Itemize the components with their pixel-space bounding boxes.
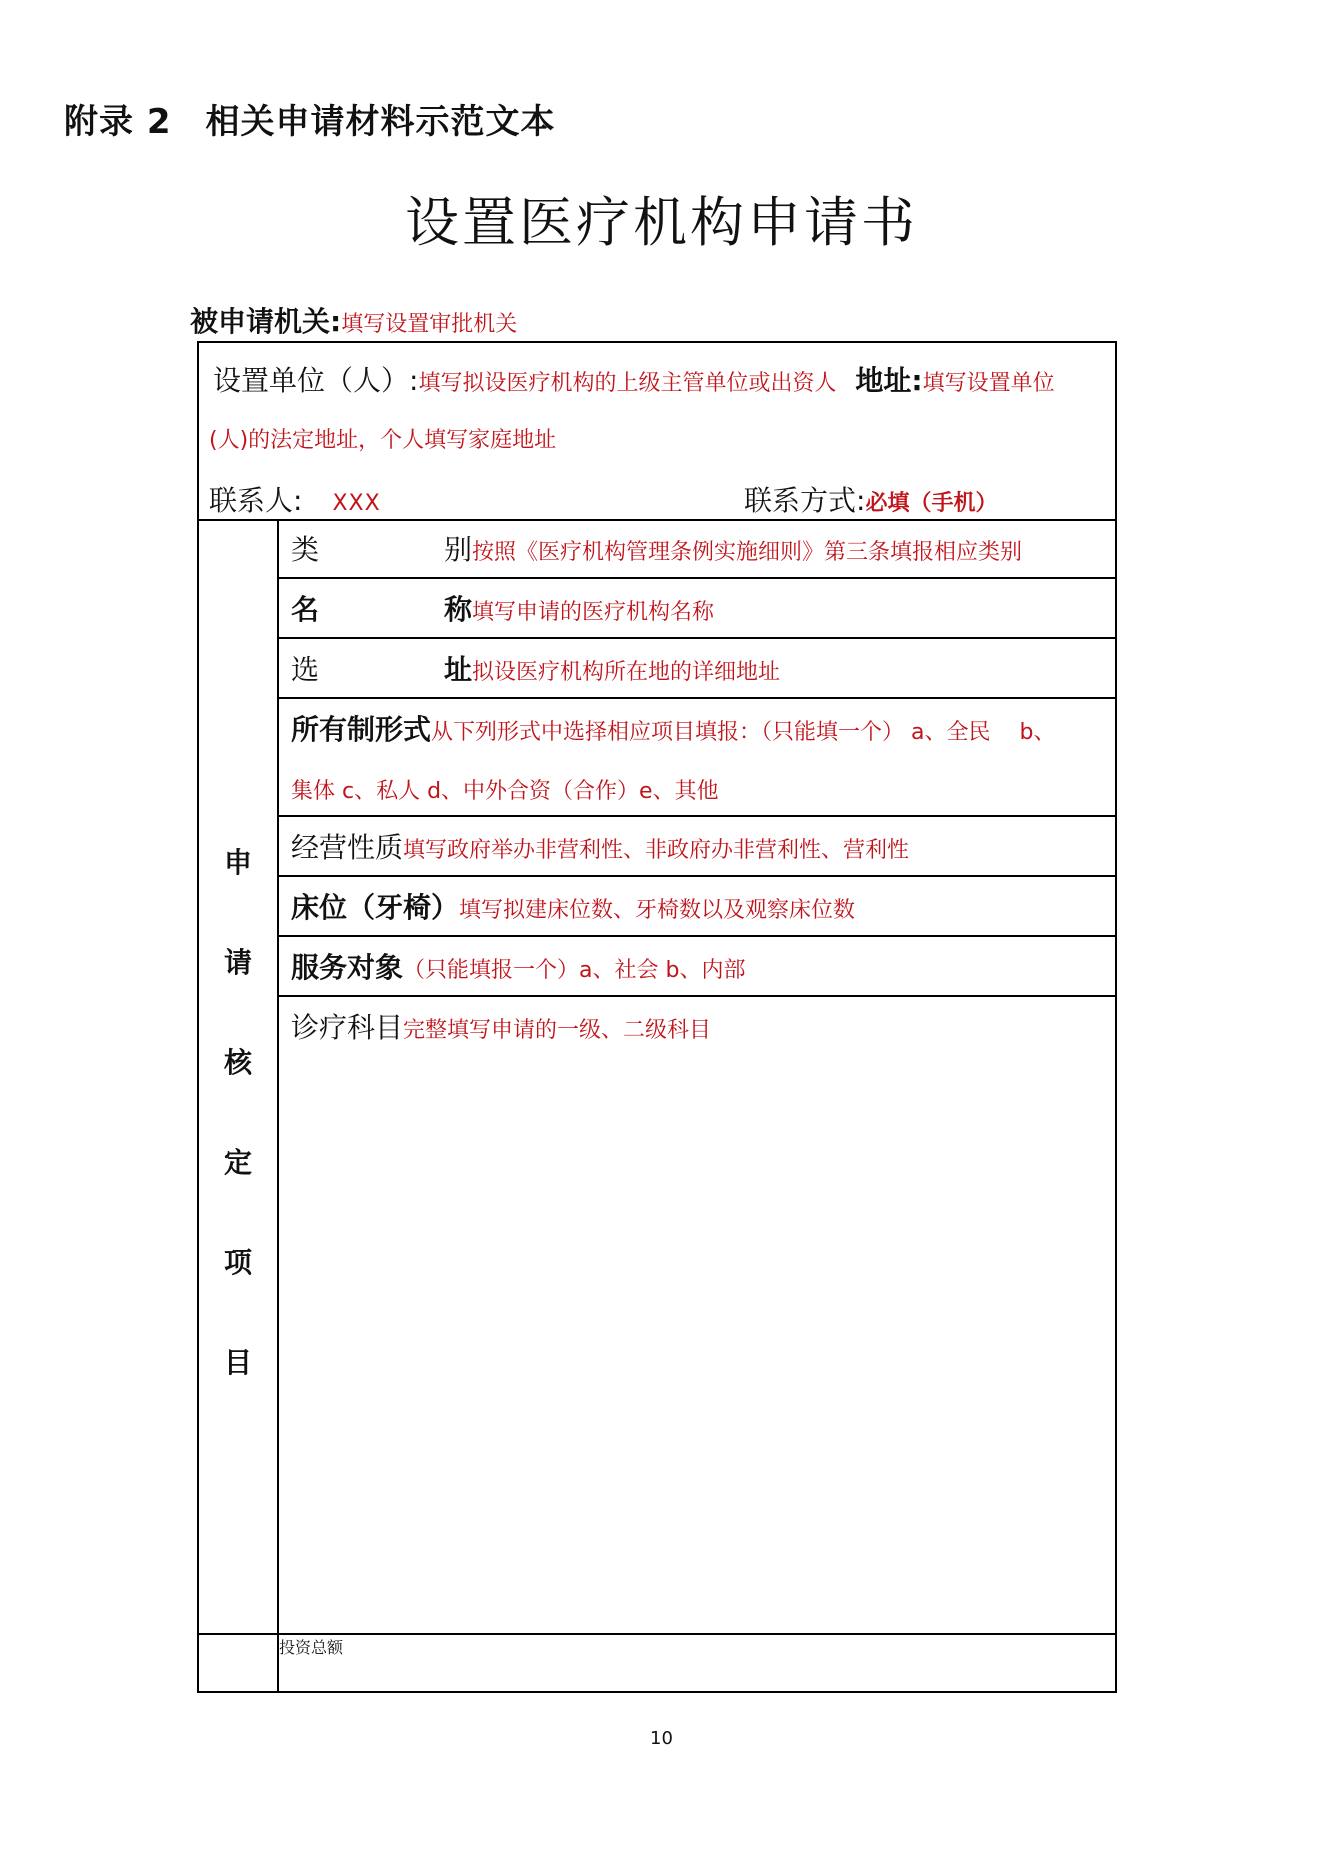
- appendix-label: 附录 2: [64, 102, 172, 142]
- section-char: 定: [223, 1146, 252, 1179]
- investment-blank-cell: [199, 1633, 279, 1693]
- address-hint-2: (人)的法定地址，个人填写家庭地址: [209, 428, 557, 453]
- row-investment[interactable]: [279, 1633, 1115, 1691]
- row-hint: 填写政府举办非营利性、非政府办非营利性、营利性: [403, 838, 910, 863]
- setter-line: [213, 359, 1055, 399]
- row-label: 服务对象: [291, 951, 404, 984]
- appendix-heading: [64, 94, 556, 143]
- authority-hint: 填写设置审批机关: [341, 312, 518, 337]
- row-service-target[interactable]: [279, 937, 1115, 997]
- row-label: 类: [291, 533, 320, 566]
- row-category[interactable]: [279, 519, 1115, 579]
- document-title: 设置医疗机构申请书: [405, 191, 918, 254]
- row-label: 别: [444, 533, 473, 566]
- row-hint: 从下列形式中选择相应项目填报：（只能填一个） a、全民 b、: [431, 720, 1056, 745]
- address-label: 地址:: [855, 364, 923, 397]
- section-char: 项: [223, 1246, 252, 1279]
- phone-line: [744, 479, 997, 519]
- row-hint: 填写申请的医疗机构名称: [472, 600, 715, 625]
- row-label: 经营性质: [291, 831, 404, 864]
- row-departments[interactable]: [279, 997, 1115, 1633]
- page-number: 10: [650, 1728, 673, 1749]
- setter-label: 设置单位（人）:: [213, 364, 419, 397]
- section-char: 申: [223, 846, 252, 879]
- application-form: [197, 341, 1117, 1693]
- contact-value[interactable]: XXX: [332, 491, 381, 516]
- row-hint: （只能填报一个）a、社会 b、内部: [403, 958, 746, 983]
- appendix-text: 相关申请材料示范文本: [205, 102, 556, 142]
- row-label: 称: [444, 593, 473, 626]
- phone-label: 联系方式:: [744, 484, 866, 517]
- row-hint: 按照《医疗机构管理条例实施细则》第三条填报相应类别: [472, 540, 1023, 565]
- row-business-nature[interactable]: [279, 817, 1115, 877]
- section-char: 请: [223, 946, 252, 979]
- row-ownership[interactable]: [279, 699, 1115, 817]
- contact-label: 联系人:: [209, 484, 303, 517]
- row-beds[interactable]: [279, 877, 1115, 937]
- row-hint: 完整填写申请的一级、二级科目: [403, 1018, 712, 1043]
- row-label: 诊疗科目: [291, 1011, 404, 1044]
- section-char: 核: [223, 1046, 252, 1079]
- address-hint-1: 填写设置单位: [922, 371, 1055, 396]
- setter-hint: 填写拟设医疗机构的上级主管单位或出资人: [418, 371, 837, 396]
- row-label: 投资总额: [279, 1638, 344, 1657]
- contact-line: [209, 479, 381, 519]
- authority-line: [190, 300, 517, 340]
- row-hint: 集体 c、私人 d、中外合资（合作）e、其他: [291, 779, 719, 804]
- row-label: 床位（牙椅）: [291, 891, 460, 924]
- form-header: [199, 343, 1115, 521]
- row-label: 所有制形式: [291, 713, 432, 746]
- row-label: 选: [291, 653, 320, 686]
- row-label: 名: [291, 593, 320, 626]
- phone-hint[interactable]: 必填（手机）: [865, 491, 998, 516]
- row-hint: 拟设医疗机构所在地的详细地址: [472, 660, 781, 685]
- row-location[interactable]: [279, 639, 1115, 699]
- authority-label: 被申请机关:: [190, 305, 342, 338]
- section-char: 目: [223, 1346, 252, 1379]
- row-label: 址: [444, 653, 473, 686]
- row-hint: 填写拟建床位数、牙椅数以及观察床位数: [459, 898, 856, 923]
- row-name[interactable]: [279, 579, 1115, 639]
- section-label-column: [199, 519, 279, 1633]
